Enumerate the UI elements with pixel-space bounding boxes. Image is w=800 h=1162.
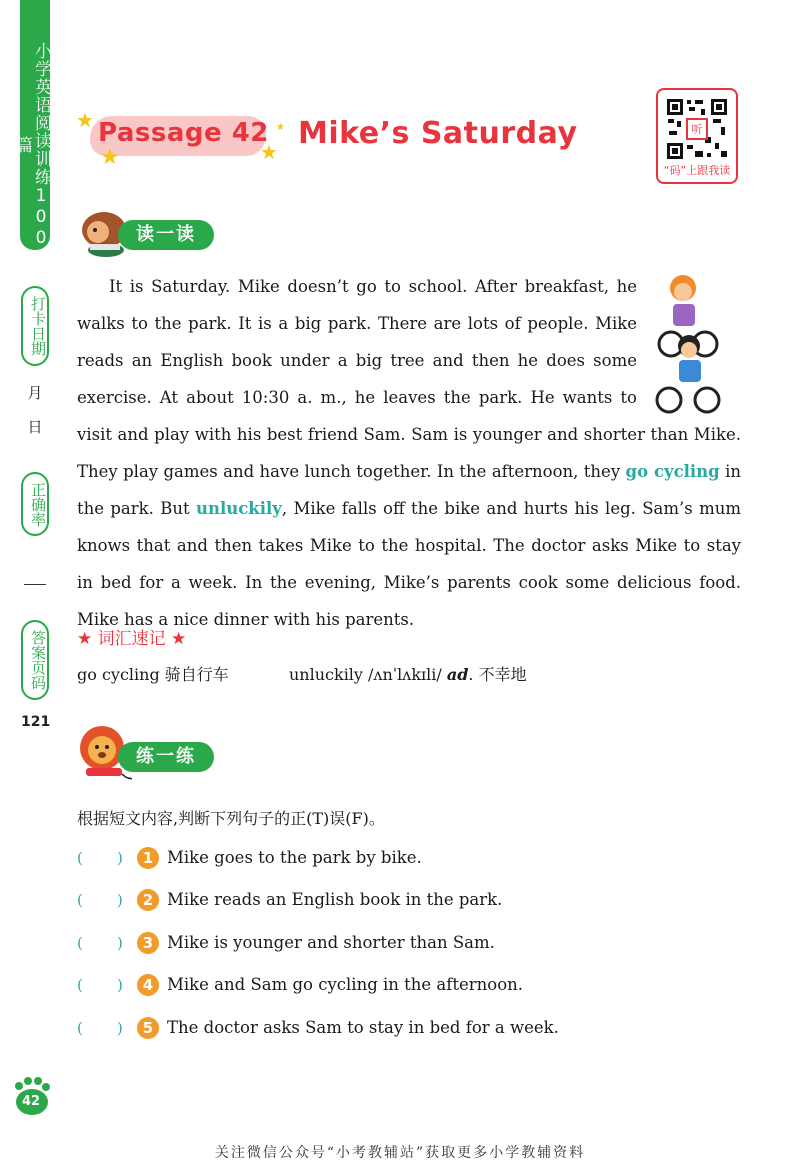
page-number: 42 xyxy=(21,1094,41,1109)
passage-text: in the park. But xyxy=(77,462,742,518)
question-number: 1 xyxy=(137,847,159,869)
question-2 xyxy=(77,889,737,917)
question-3 xyxy=(77,932,737,960)
qr-code[interactable] xyxy=(656,88,738,184)
footer-note: 关注微信公众号“小考教辅站”获取更多小学教辅资料 xyxy=(214,1145,586,1161)
star-icon: ★ xyxy=(260,140,278,164)
practice-section-label: 练一练 xyxy=(118,742,214,772)
practice-section-header xyxy=(76,722,226,782)
listen-badge: 听 xyxy=(691,123,703,136)
question-text: Mike and Sam go cycling in the afternoon. xyxy=(167,975,524,994)
vocab-meaning: . 不幸地 xyxy=(468,665,527,684)
vocab-part-of-speech: ad xyxy=(446,665,469,684)
question-text: Mike goes to the park by bike. xyxy=(167,848,422,867)
question-text: Mike reads an English book in the park. xyxy=(167,890,503,909)
passage-title xyxy=(76,104,616,170)
question-number: 5 xyxy=(137,1017,159,1039)
month-label: 月 xyxy=(27,384,43,402)
qr-caption: “码”上跟我读 xyxy=(663,164,731,177)
book-title: 小学英语阅读训练100篇 xyxy=(12,41,51,249)
vocab-title: ★ 词汇速记 ★ xyxy=(77,629,187,649)
answer-blank-close[interactable]: ) xyxy=(117,849,123,867)
answer-blank-open[interactable]: ( xyxy=(77,934,83,952)
answer-blank-close[interactable]: ) xyxy=(117,934,123,952)
passage-heading: Mike’s Saturday xyxy=(298,116,578,151)
star-icon: ★ xyxy=(276,122,285,133)
question-number: 2 xyxy=(137,889,159,911)
book-title-tab xyxy=(12,0,51,250)
vocab-item-go-cycling: go cycling 骑自行车 xyxy=(77,665,229,684)
answer-blank-open[interactable]: ( xyxy=(77,891,83,909)
passage-number: Passage 42 xyxy=(98,118,269,148)
vocab-word: unluckily /ʌnˈlʌkɪli/ xyxy=(289,665,447,684)
read-section-header xyxy=(76,208,226,258)
question-1 xyxy=(77,847,737,875)
vocab-highlight-go-cycling: go cycling xyxy=(625,462,720,481)
question-number: 3 xyxy=(137,932,159,954)
reading-passage xyxy=(77,268,741,638)
answer-page-number: 121 xyxy=(21,714,51,730)
day-label: 日 xyxy=(27,418,43,436)
accuracy-label: 正确率 xyxy=(21,472,49,536)
answer-blank-close[interactable]: ) xyxy=(117,1019,123,1037)
answer-blank-open[interactable]: ( xyxy=(77,849,83,867)
checkin-date-label: 打卡日期 xyxy=(21,286,49,366)
read-section-label: 读一读 xyxy=(118,220,214,250)
passage-text: , Mike falls off the bike and hurts his leg. Sam’s mum knows that and then takes Mike to the hospital. The doctor asks Mike to stay in bed for a week. In the evening, Mike’s parents cook some delicious food. Mike has a nice dinner with his parents. xyxy=(77,499,741,629)
answer-page-label: 答案页码 xyxy=(21,620,49,700)
passage-text: It is Saturday. Mike doesn’t go to school. After breakfast, he walks to the park. It is a big park. There are lots of people. Mike reads an English book under a big tree and then he does some exercise. At about 10:30 a. m., he leaves the park. He wants to visit and play with his best friend Sam. Sam is younger and shorter than Mike. They play games and have lunch together. In the afternoon, they xyxy=(77,277,741,481)
accuracy-blank xyxy=(24,584,46,585)
question-4 xyxy=(77,974,737,1002)
star-icon: ★ xyxy=(76,108,94,132)
question-5 xyxy=(77,1017,737,1045)
exercise-instruction: 根据短文内容,判断下列句子的正(T)误(F)。 xyxy=(77,809,385,828)
kids-cycling-illustration xyxy=(649,274,741,414)
vocab-highlight-unluckily: unluckily xyxy=(195,499,282,518)
question-text: The doctor asks Sam to stay in bed for a week. xyxy=(167,1018,559,1037)
answer-blank-open[interactable]: ( xyxy=(77,976,83,994)
vocab-item-unluckily xyxy=(289,662,527,685)
answer-blank-open[interactable]: ( xyxy=(77,1019,83,1037)
star-icon: ★ xyxy=(100,145,120,170)
question-text: Mike is younger and shorter than Sam. xyxy=(167,933,495,952)
question-number: 4 xyxy=(137,974,159,996)
answer-blank-close[interactable]: ) xyxy=(117,891,123,909)
answer-blank-close[interactable]: ) xyxy=(117,976,123,994)
